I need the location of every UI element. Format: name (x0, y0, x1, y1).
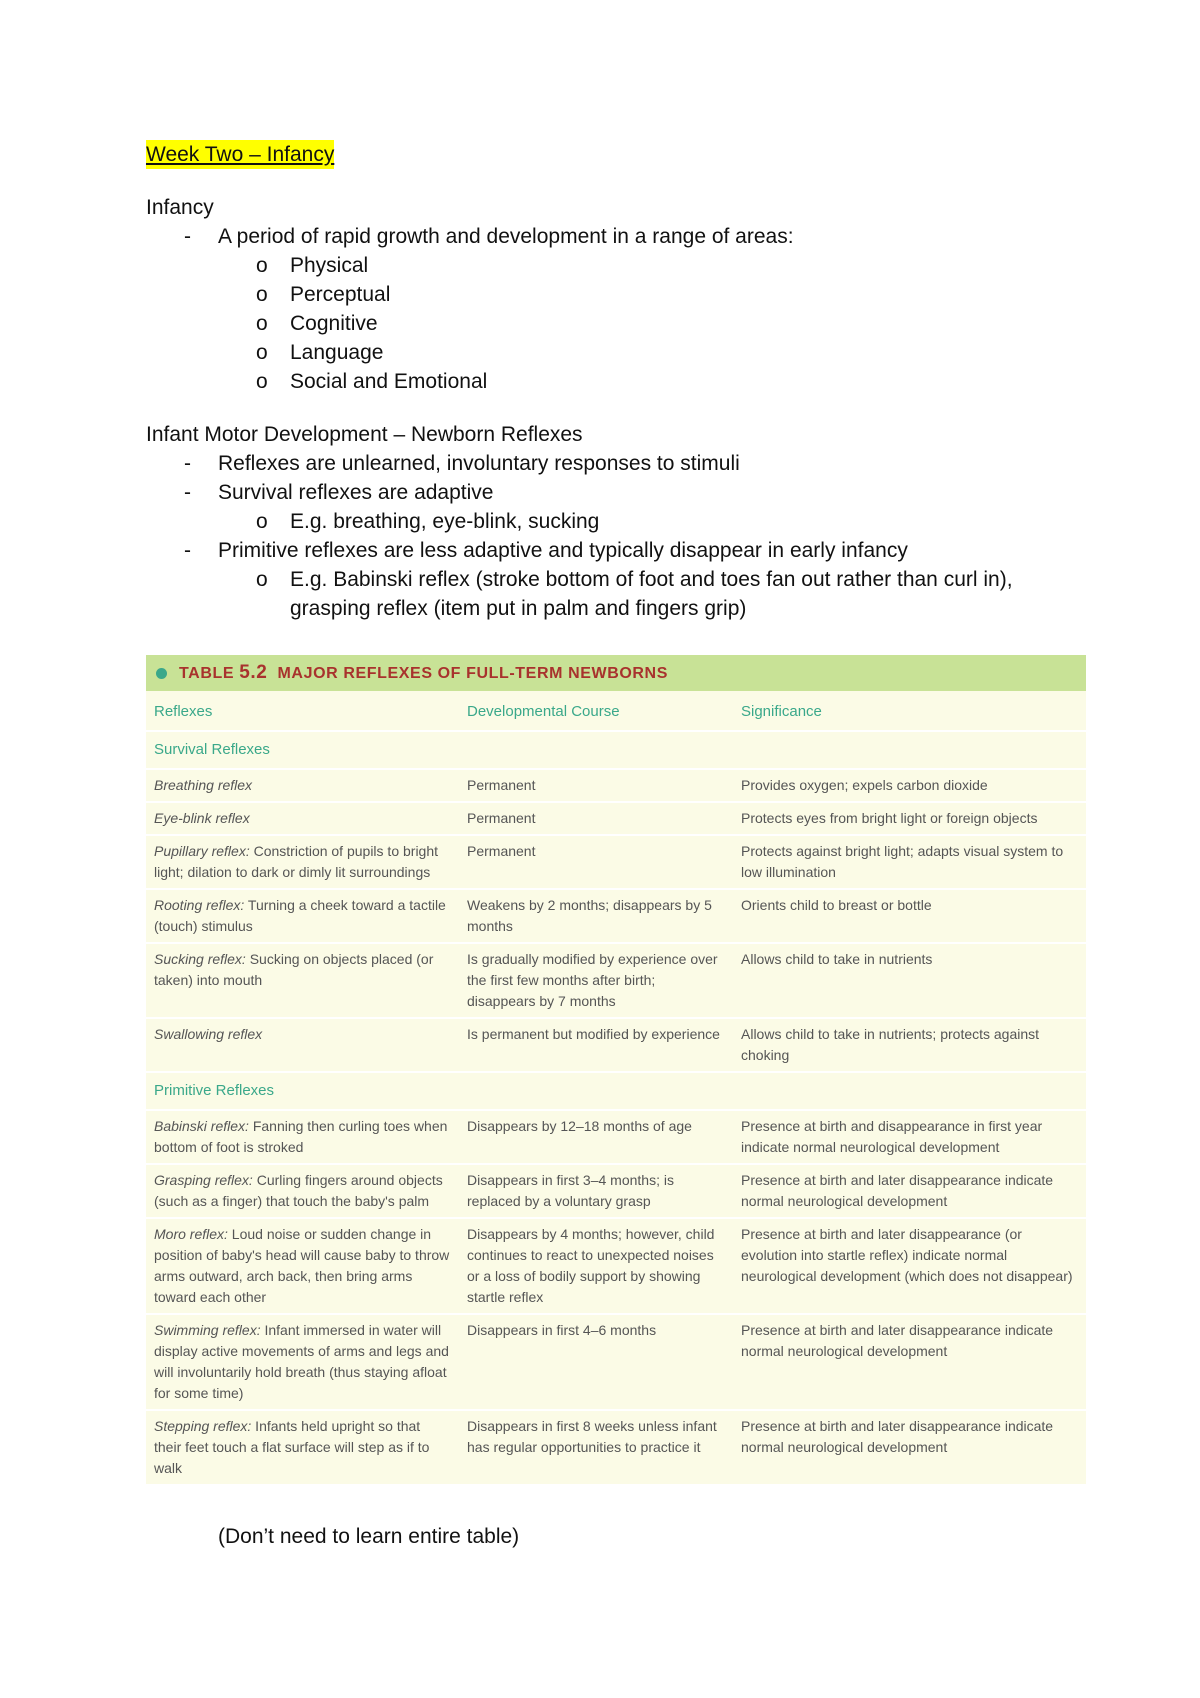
page-title: Week Two – Infancy (146, 140, 334, 169)
reflex-cell (146, 769, 459, 802)
table-row (146, 802, 1086, 835)
significance-cell: Allows child to take in nutrients; protects against choking (733, 1018, 1086, 1072)
table-title-bar (146, 655, 1086, 691)
significance-cell: Orients child to breast or bottle (733, 889, 1086, 943)
motor-point: - Reflexes are unlearned, involuntary responses to stimuli (146, 449, 1086, 478)
reflex-name: Babinski reflex: (154, 1118, 249, 1134)
reflex-cell (146, 802, 459, 835)
reflex-name: Swimming reflex: (154, 1322, 261, 1338)
reflex-description: Curling fingers around objects (such as a finger) that touch the baby's palm (154, 1172, 443, 1209)
column-header: Reflexes (146, 691, 459, 731)
table-row (146, 1164, 1086, 1218)
reflex-description: Sucking on objects placed (or taken) into mouth (154, 951, 434, 988)
reflex-name: Sucking reflex: (154, 951, 246, 967)
column-header: Significance (733, 691, 1086, 731)
area-item: o Cognitive (218, 309, 1086, 338)
significance-cell: Protects against bright light; adapts visual system to low illumination (733, 835, 1086, 889)
motor-list (146, 449, 1086, 623)
reflex-description: Infant immersed in water will display active movements of arms and legs and will involuntarily hold breath (thus staying afloat for some time) (154, 1322, 449, 1401)
reflex-cell (146, 1018, 459, 1072)
significance-cell: Presence at birth and disappearance in first year indicate normal neurological development (733, 1110, 1086, 1164)
table-note: (Don’t need to learn entire table) (218, 1525, 520, 1548)
infancy-heading: Infancy (146, 196, 214, 219)
reflex-name: Stepping reflex: (154, 1418, 252, 1434)
motor-sublist (218, 565, 1086, 623)
section-label: Primitive Reflexes (146, 1072, 1086, 1110)
motor-point-text: Primitive reflexes are less adaptive and typically disappear in early infancy (218, 539, 908, 562)
table-row (146, 835, 1086, 889)
table-row (146, 889, 1086, 943)
table-row (146, 1314, 1086, 1410)
reflex-name: Eye-blink reflex (154, 810, 250, 826)
significance-cell: Presence at birth and later disappearance indicate normal neurological development (733, 1314, 1086, 1410)
section-label: Survival Reflexes (146, 731, 1086, 769)
reflex-cell (146, 1410, 459, 1485)
reflex-description: Fanning then curling toes when bottom of foot is stroked (154, 1118, 448, 1155)
course-cell: Disappears in first 3–4 months; is replaced by a voluntary grasp (459, 1164, 733, 1218)
table-row (146, 943, 1086, 1018)
course-cell: Weakens by 2 months; disappears by 5 months (459, 889, 733, 943)
course-cell: Is permanent but modified by experience (459, 1018, 733, 1072)
table-title-number: 5.2 (239, 662, 268, 683)
table-row (146, 769, 1086, 802)
table-row (146, 1110, 1086, 1164)
motor-point (146, 536, 1086, 623)
area-item: o Social and Emotional (218, 367, 1086, 396)
table-title-text: MAJOR REFLEXES OF FULL-TERM NEWBORNS (277, 665, 668, 682)
significance-cell: Presence at birth and later disappearance indicate normal neurological development (733, 1410, 1086, 1485)
course-cell: Permanent (459, 802, 733, 835)
area-item: o Perceptual (218, 280, 1086, 309)
motor-subpoint: o E.g. Babinski reflex (stroke bottom of foot and toes fan out rather than curl in), grasping reflex (item put in palm and fingers grip) (218, 565, 1086, 623)
reflex-cell (146, 1164, 459, 1218)
areas-list (218, 251, 1086, 396)
bullet-dot-icon (156, 668, 167, 679)
table-title-prefix: TABLE (179, 665, 235, 682)
reflex-table-figure (146, 655, 1086, 1486)
reflex-name: Grasping reflex: (154, 1172, 253, 1188)
motor-sublist (218, 507, 1086, 536)
course-cell: Disappears by 12–18 months of age (459, 1110, 733, 1164)
reflex-cell (146, 835, 459, 889)
section-row (146, 1072, 1086, 1110)
motor-subpoint: o E.g. breathing, eye-blink, sucking (218, 507, 1086, 536)
reflex-cell (146, 1314, 459, 1410)
infancy-point-text: A period of rapid growth and development in a range of areas: (218, 225, 794, 248)
motor-point-text: Survival reflexes are adaptive (218, 481, 494, 504)
course-cell: Disappears in first 4–6 months (459, 1314, 733, 1410)
significance-cell: Presence at birth and later disappearance (or evolution into startle reflex) indicate normal neurological development (which does not disappear) (733, 1218, 1086, 1314)
reflex-description: Infants held upright so that their feet touch a flat surface will step as if to walk (154, 1418, 430, 1476)
reflex-cell (146, 943, 459, 1018)
reflex-cell (146, 1110, 459, 1164)
significance-cell: Protects eyes from bright light or foreign objects (733, 802, 1086, 835)
significance-cell: Provides oxygen; expels carbon dioxide (733, 769, 1086, 802)
motor-heading: Infant Motor Development – Newborn Reflexes (146, 423, 583, 446)
table-row (146, 1218, 1086, 1314)
significance-cell: Presence at birth and later disappearance indicate normal neurological development (733, 1164, 1086, 1218)
motor-point (146, 478, 1086, 536)
reflex-name: Swallowing reflex (154, 1026, 263, 1042)
reflex-description: Constriction of pupils to bright light; dilation to dark or dimly lit surroundings (154, 843, 439, 880)
course-cell: Permanent (459, 769, 733, 802)
reflex-cell (146, 1218, 459, 1314)
section-row (146, 731, 1086, 769)
significance-cell: Allows child to take in nutrients (733, 943, 1086, 1018)
column-header: Developmental Course (459, 691, 733, 731)
infancy-list (146, 222, 1086, 396)
reflex-name: Breathing reflex (154, 777, 253, 793)
reflex-description: Loud noise or sudden change in position of baby's head will cause baby to throw arms outward, arch back, then bring arms toward each other (154, 1226, 450, 1305)
table-row (146, 1018, 1086, 1072)
table-header-row (146, 691, 1086, 731)
reflex-cell (146, 889, 459, 943)
page-heading (146, 140, 1086, 169)
area-item: o Language (218, 338, 1086, 367)
table-title (179, 662, 668, 684)
document-body (146, 140, 1086, 623)
reflex-name: Rooting reflex: (154, 897, 245, 913)
course-cell: Is gradually modified by experience over the first few months after birth; disappears by 7 months (459, 943, 733, 1018)
reflex-description: Turning a cheek toward a tactile (touch) stimulus (154, 897, 446, 934)
area-item: o Physical (218, 251, 1086, 280)
reflex-name: Pupillary reflex: (154, 843, 250, 859)
reflex-name: Moro reflex: (154, 1226, 228, 1242)
reflex-table (146, 691, 1086, 1486)
course-cell: Disappears in first 8 weeks unless infant has regular opportunities to practice it (459, 1410, 733, 1485)
course-cell: Disappears by 4 months; however, child continues to react to unexpected noises or a loss of bodily support by showing startle reflex (459, 1218, 733, 1314)
table-row (146, 1410, 1086, 1485)
infancy-point (146, 222, 1086, 396)
course-cell: Permanent (459, 835, 733, 889)
